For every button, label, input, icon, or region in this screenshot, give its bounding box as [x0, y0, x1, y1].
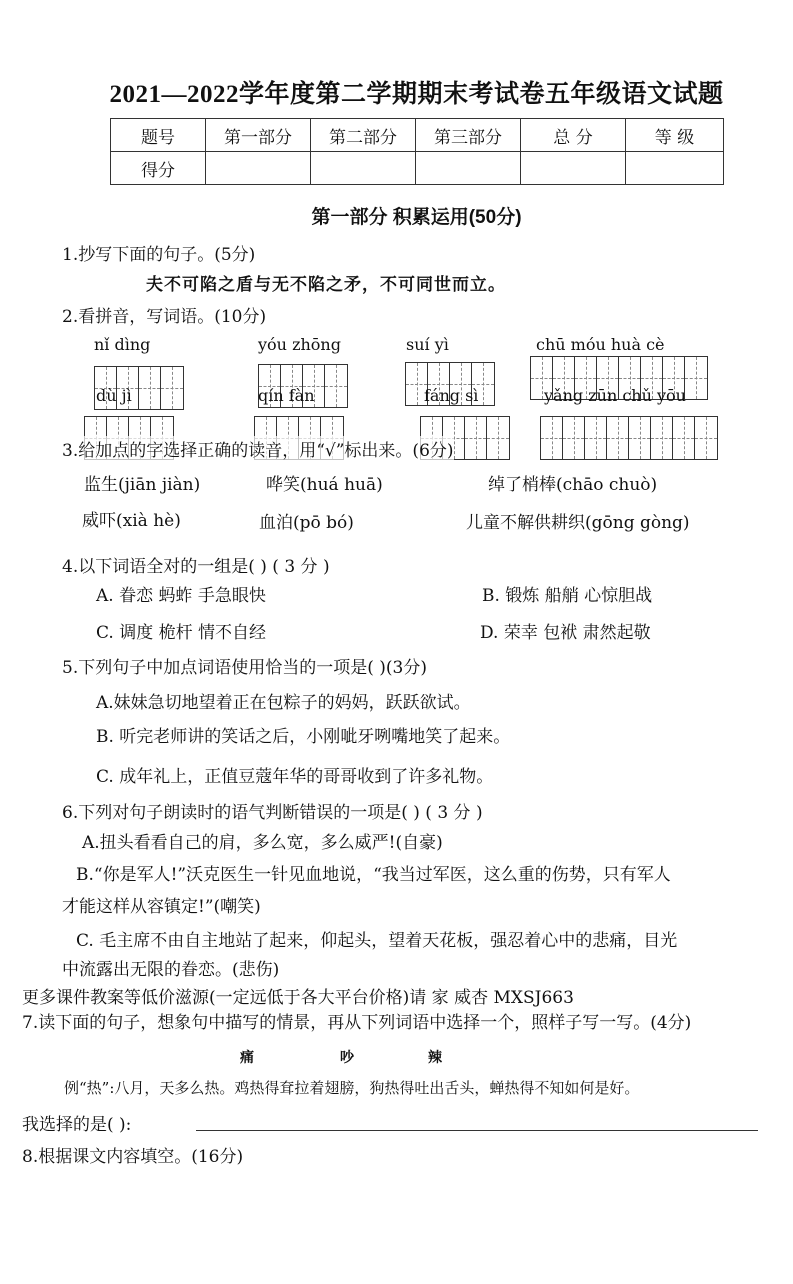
q6-option-c-cont: 中流露出无限的眷恋。(悲伤) [62, 960, 280, 980]
q2-pinyin: qín fàn [258, 386, 315, 405]
q2-pinyin: nǐ dìng [94, 335, 151, 354]
q3-item: 血泊(pō bó) [259, 513, 354, 533]
q2-pinyin: yóu zhōng [258, 335, 341, 354]
q3-item: 哗笑(huá huā) [266, 475, 383, 495]
q4-option-d: D. 荣幸 包袱 肃然起敬 [480, 623, 651, 643]
q1-stem: 1.抄写下面的句子。(5分) [62, 245, 256, 265]
promo-line: 更多课件教案等低价滋源(一定远低于各大平台价格)请 家 威杏 MXSJ663 [22, 988, 574, 1008]
q7-answer-line[interactable] [196, 1130, 758, 1131]
score-table-header-row [111, 119, 724, 152]
q2-pinyin: dù jì [96, 386, 132, 405]
score-header-cell: 第二部分 [311, 119, 416, 152]
score-row-label: 得分 [111, 152, 206, 185]
q5-option-b: B. 听完老师讲的笑话之后，小刚呲牙咧嘴地笑了起来。 [96, 727, 511, 747]
q5-option-a: A.妹妹急切地望着正在包粽子的妈妈，跃跃欲试。 [96, 693, 471, 713]
q2-pinyin: yǎng zūn chǔ yōu [544, 386, 686, 405]
score-table [110, 118, 724, 185]
q3-item: 监生(jiān jiàn) [84, 475, 201, 495]
score-input-cell[interactable] [626, 152, 724, 185]
q6-option-c: C. 毛主席不由自主地站了起来，仰起头，望着天花板，强忍着心中的悲痛，目光 [76, 931, 678, 951]
score-table-score-row [111, 152, 724, 185]
section-heading: 第一部分 积累运用(50分) [311, 207, 522, 228]
q2-stem: 2.看拼音，写词语。(10分) [62, 307, 267, 327]
q6-option-a: A.扭头看看自己的肩，多么宽，多么威严!(自豪) [82, 833, 443, 853]
score-input-cell[interactable] [416, 152, 521, 185]
q8-stem: 8.根据课文内容填空。(16分) [22, 1147, 244, 1167]
q3-item: 威吓(xià hè) [82, 511, 181, 531]
score-header-cell: 总 分 [521, 119, 626, 152]
q5-option-c: C. 成年礼上，正值豆蔻年华的哥哥收到了许多礼物。 [96, 767, 494, 787]
q3-item: 儿童不解供耕织(gōng gòng) [466, 513, 690, 533]
q2-pinyin: fáng sì [424, 386, 479, 405]
q6-stem: 6.下列对句子朗读时的语气判断错误的一项是( ) ( 3 分 ) [62, 803, 483, 823]
q7-word: 吵 [340, 1050, 354, 1066]
score-header-cell: 题号 [111, 119, 206, 152]
q7-example: 例“热”:八月，天多么热。鸡热得耷拉着翅膀，狗热得吐出舌头，蝉热得不知如何是好。 [64, 1079, 640, 1097]
q3-stem: 3.给加点的字选择正确的读音，用“√”标出来。(6分) [62, 436, 454, 461]
q7-choice-label: 我选择的是( ): [22, 1115, 132, 1135]
score-header-cell: 第一部分 [206, 119, 311, 152]
score-input-cell[interactable] [521, 152, 626, 185]
q2-writing-grid[interactable] [540, 416, 718, 460]
q4-option-c: C. 调度 桅杆 情不自经 [96, 623, 267, 643]
score-header-cell: 第三部分 [416, 119, 521, 152]
q6-option-b-cont: 才能这样从容镇定!”(嘲笑) [62, 897, 261, 917]
q7-stem: 7.读下面的句子，想象句中描写的情景，再从下列词语中选择一个，照样子写一写。(4分) [22, 1013, 692, 1033]
q4-option-a: A. 眷恋 蚂蚱 手急眼快 [96, 586, 266, 606]
score-input-cell[interactable] [206, 152, 311, 185]
q5-stem: 5.下列句子中加点词语使用恰当的一项是( )(3分) [62, 658, 427, 678]
q1-sentence: 夫不可陷之盾与无不陷之矛，不可同世而立。 [146, 275, 506, 295]
q6-option-b: B.“你是军人!”沃克医生一针见血地说，“我当过军医，这么重的伤势，只有军人 [76, 865, 671, 885]
q7-word: 痛 [240, 1050, 254, 1066]
q4-option-b: B. 锻炼 船艄 心惊胆战 [482, 586, 653, 606]
q3-item: 绰了梢棒(chāo chuò) [488, 475, 658, 495]
exam-title: 2021—2022学年度第二学期期末考试卷五年级语文试题 [109, 81, 724, 108]
q2-pinyin: chū móu huà cè [536, 335, 665, 354]
q2-pinyin: suí yì [406, 335, 449, 354]
score-header-cell: 等 级 [626, 119, 724, 152]
q7-word: 辣 [428, 1050, 442, 1066]
q4-stem: 4.以下词语全对的一组是( ) ( 3 分 ) [62, 557, 330, 577]
score-input-cell[interactable] [311, 152, 416, 185]
